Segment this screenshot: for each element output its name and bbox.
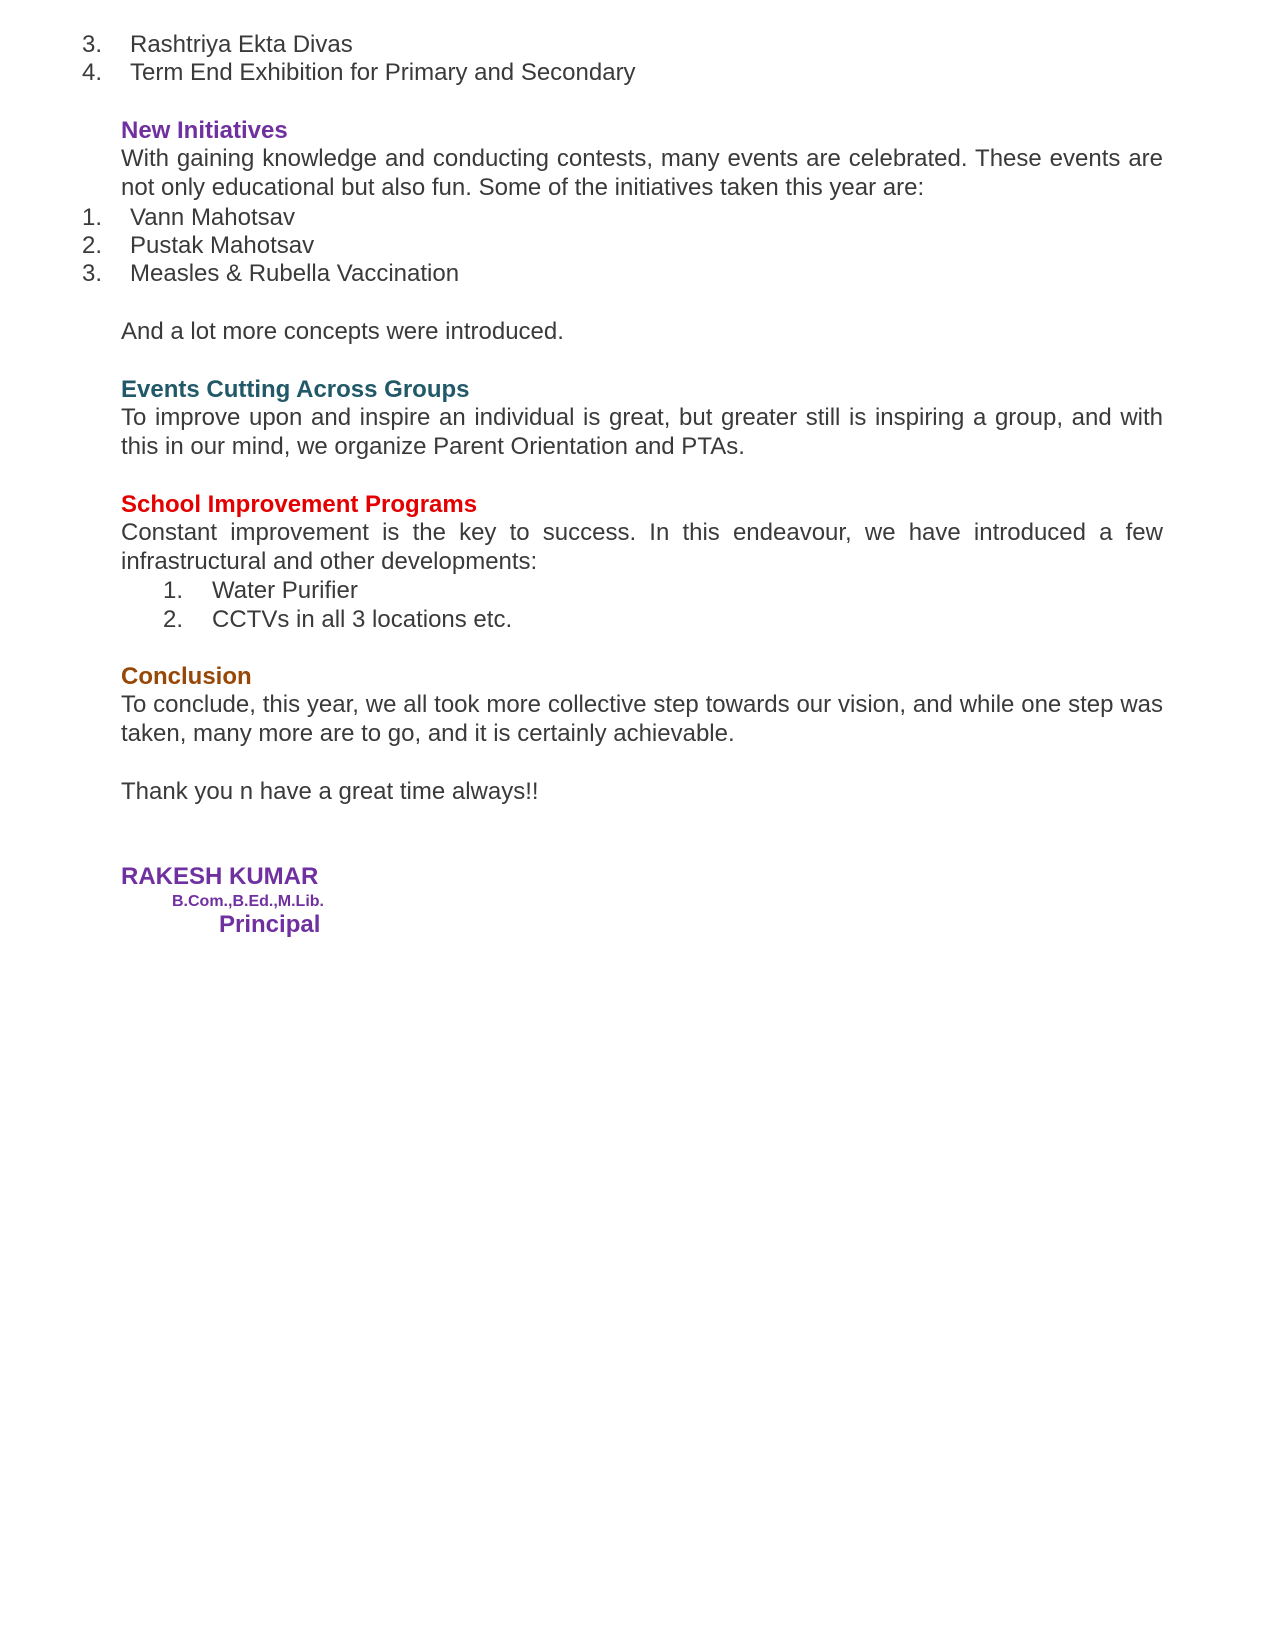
list-number: 1. — [163, 577, 184, 604]
list-number: 2. — [82, 232, 103, 259]
signatory-degrees: B.Com.,B.Ed.,M.Lib. — [172, 893, 324, 910]
list-item: Vann Mahotsav — [130, 204, 295, 231]
list-item: Measles & Rubella Vaccination — [130, 260, 460, 287]
list-item: Term End Exhibition for Primary and Secondary — [130, 59, 636, 86]
list-number: 3. — [82, 260, 103, 287]
new-initiatives-intro: With gaining knowledge and conducting contests, many events are celebrated. These events are not only educational but also fun. Some of the initiatives taken this year are: — [121, 145, 1163, 201]
new-initiatives-heading: New Initiatives — [121, 117, 288, 144]
thank-you-line: Thank you n have a great time always!! — [121, 778, 539, 805]
school-improvement-body: Constant improvement is the key to success. In this endeavour, we have introduced a few infrastructural and other developments: — [121, 519, 1163, 575]
events-groups-body: To improve upon and inspire an individual is great, but greater still is inspiring a group, and with this in our mind, we organize Parent Orientation and PTAs. — [121, 404, 1163, 460]
events-groups-heading: Events Cutting Across Groups — [121, 376, 470, 403]
list-number: 3. — [82, 31, 103, 58]
list-number: 4. — [82, 59, 103, 86]
new-initiatives-closing: And a lot more concepts were introduced. — [121, 318, 564, 345]
conclusion-body: To conclude, this year, we all took more collective step towards our vision, and while one step was taken, many more are to go, and it is certainly achievable. — [121, 691, 1163, 747]
list-number: 2. — [163, 606, 184, 633]
list-number: 1. — [82, 204, 103, 231]
list-item: Pustak Mahotsav — [130, 232, 315, 259]
list-item: Water Purifier — [212, 577, 358, 604]
list-item: Rashtriya Ekta Divas — [130, 31, 353, 58]
signatory-name: RAKESH KUMAR — [121, 863, 319, 890]
school-improvement-heading: School Improvement Programs — [121, 491, 478, 518]
signatory-title: Principal — [219, 911, 321, 938]
list-item: CCTVs in all 3 locations etc. — [212, 606, 513, 633]
conclusion-heading: Conclusion — [121, 663, 252, 690]
